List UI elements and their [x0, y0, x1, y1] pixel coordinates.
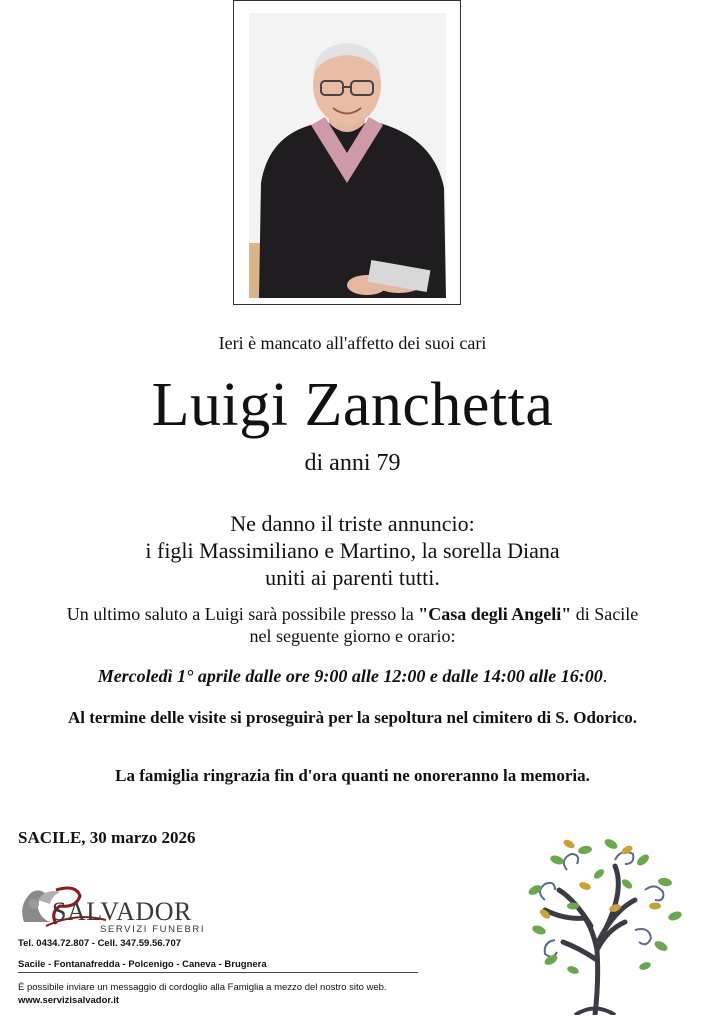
website-link[interactable]: www.servizisalvador.it	[18, 995, 120, 1006]
place-date: SACILE, 30 marzo 2026	[18, 828, 196, 847]
thanks-text: La famiglia ringrazia fin d'ora quanti ne onoreranno la memoria.	[115, 766, 590, 785]
announcement-line: uniti ai parenti tutti.	[265, 565, 440, 590]
logo-name: SALVADOR	[52, 897, 192, 926]
visit-info-line	[0, 603, 705, 625]
visit-city: di Sacile	[571, 604, 639, 624]
condolence-note: È possibile inviare un messaggio di cordoglio alla Famiglia a mezzo del nostro sito web.	[18, 982, 387, 993]
deceased-name: Luigi Zanchetta	[151, 371, 554, 439]
logo-subtitle: SERVIZI FUNEBRI	[100, 924, 206, 935]
service-towns: Sacile - Fontanafredda - Polcenigo - Caneva - Brugnera	[18, 959, 267, 970]
schedule-text: Mercoledì 1° aprile dalle ore 9:00 alle 12:00 e dalle 14:00 alle 16:00	[97, 666, 603, 686]
visit-info	[0, 603, 705, 647]
intro-text: Ieri è mancato all'affetto dei suoi cari	[218, 333, 487, 353]
visit-info-line2: nel seguente giorno e orario:	[249, 626, 456, 646]
visit-schedule: Mercoledì 1° aprile dalle ore 9:00 alle 12:00 e dalle 14:00 alle 16:00.	[97, 666, 608, 686]
burial-info: Al termine delle visite si proseguirà per la sepoltura nel cimitero di S. Odorico.	[68, 708, 637, 727]
contact-phone: Tel. 0434.72.807 - Cell. 347.59.56.707	[18, 938, 182, 949]
announcement-line: Ne danno il triste annuncio:	[230, 511, 475, 536]
portrait-photo	[249, 13, 446, 298]
announcement-line: i figli Massimiliano e Martino, la sorella Diana	[145, 538, 560, 563]
deceased-age: di anni 79	[304, 450, 401, 476]
announcement	[0, 510, 705, 591]
divider	[18, 972, 418, 973]
visit-text: Un ultimo saluto a Luigi sarà possibile presso la	[66, 604, 419, 624]
portrait-frame	[233, 0, 461, 305]
visit-place: "Casa degli Angeli"	[418, 604, 572, 624]
tree-of-life-icon	[515, 830, 690, 1015]
